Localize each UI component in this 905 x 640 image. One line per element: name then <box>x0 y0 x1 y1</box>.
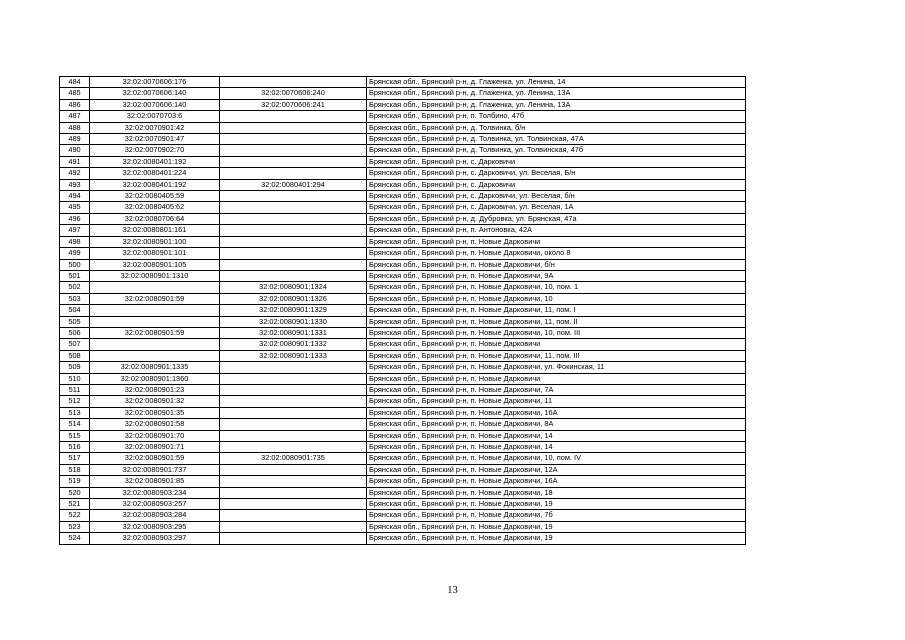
row-number-cell: 487 <box>60 111 90 122</box>
row-number-cell: 497 <box>60 225 90 236</box>
address-cell: Брянская обл., Брянский р-н, п. Новые Дарковичи, 12А <box>367 464 746 475</box>
row-number-cell: 524 <box>60 533 90 544</box>
row-number-cell: 499 <box>60 248 90 259</box>
table-row <box>60 236 746 247</box>
table-row <box>60 339 746 350</box>
object-number-cell <box>220 225 367 236</box>
address-cell: Брянская обл., Брянский р-н, п. Новые Дарковичи, б/н <box>367 259 746 270</box>
table-row <box>60 464 746 475</box>
row-number-cell: 498 <box>60 236 90 247</box>
table-row <box>60 77 746 88</box>
table-row <box>60 396 746 407</box>
address-cell: Брянская обл., Брянский р-н, п. Новые Дарковичи, около 8 <box>367 248 746 259</box>
cadastral-number-cell: 32:02:0080901:1360 <box>90 373 220 384</box>
land-register-table <box>59 76 746 545</box>
table-row <box>60 202 746 213</box>
table-row <box>60 168 746 179</box>
row-number-cell: 488 <box>60 122 90 133</box>
row-number-cell: 485 <box>60 88 90 99</box>
address-cell: Брянская обл., Брянский р-н, с. Дарковичи, ул. Веселая, б/н <box>367 191 746 202</box>
page-number: 13 <box>447 585 458 596</box>
object-number-cell <box>220 156 367 167</box>
object-number-cell: 32:02:0080901:1324 <box>220 282 367 293</box>
address-cell: Брянская обл., Брянский р-н, п. Новые Дарковичи, 11, пом. II <box>367 316 746 327</box>
row-number-cell: 510 <box>60 373 90 384</box>
object-number-cell: 32:02:0070606:241 <box>220 99 367 110</box>
cadastral-number-cell: 32:02:0080901:737 <box>90 464 220 475</box>
object-number-cell: 32:02:0080901:1329 <box>220 305 367 316</box>
object-number-cell <box>220 407 367 418</box>
address-cell: Брянская обл., Брянский р-н, п. Новые Дарковичи, 11, пом. I <box>367 305 746 316</box>
object-number-cell <box>220 476 367 487</box>
row-number-cell: 523 <box>60 521 90 532</box>
table-row <box>60 111 746 122</box>
object-number-cell <box>220 270 367 281</box>
row-number-cell: 494 <box>60 191 90 202</box>
row-number-cell: 512 <box>60 396 90 407</box>
cadastral-number-cell <box>90 350 220 361</box>
table-row <box>60 270 746 281</box>
cadastral-number-cell: 32:02:0080903:297 <box>90 533 220 544</box>
cadastral-number-cell: 32:02:0080901:59 <box>90 453 220 464</box>
table-row <box>60 533 746 544</box>
address-cell: Брянская обл., Брянский р-н, п. Новые Дарковичи, 16А <box>367 476 746 487</box>
table-row <box>60 407 746 418</box>
object-number-cell <box>220 384 367 395</box>
object-number-cell <box>220 145 367 156</box>
table-row <box>60 293 746 304</box>
cadastral-number-cell: 32:02:0080405:62 <box>90 202 220 213</box>
address-cell: Брянская обл., Брянский р-н, п. Новые Дарковичи, ул. Фокинская, 11 <box>367 362 746 373</box>
address-cell: Брянская обл., Брянский р-н, д. Дубровка, ул. Брянская, 47а <box>367 213 746 224</box>
row-number-cell: 502 <box>60 282 90 293</box>
table-row <box>60 499 746 510</box>
object-number-cell: 32:02:0080401:294 <box>220 179 367 190</box>
cadastral-number-cell: 32:02:0080901:58 <box>90 419 220 430</box>
row-number-cell: 489 <box>60 134 90 145</box>
cadastral-number-cell: 32:02:0080901:1335 <box>90 362 220 373</box>
cadastral-number-cell: 32:02:0070902:70 <box>90 145 220 156</box>
cadastral-number-cell: 32:02:0080901:85 <box>90 476 220 487</box>
row-number-cell: 496 <box>60 213 90 224</box>
object-number-cell <box>220 510 367 521</box>
table-row <box>60 88 746 99</box>
cadastral-number-cell: 32:02:0080901:59 <box>90 293 220 304</box>
address-cell: Брянская обл., Брянский р-н, п. Новые Дарковичи, 10 <box>367 293 746 304</box>
cadastral-number-cell: 32:02:0080901:100 <box>90 236 220 247</box>
row-number-cell: 509 <box>60 362 90 373</box>
address-cell: Брянская обл., Брянский р-н, с. Дарковичи, ул. Веселая, 1А <box>367 202 746 213</box>
row-number-cell: 516 <box>60 442 90 453</box>
address-cell: Брянская обл., Брянский р-н, п. Новые Дарковичи <box>367 373 746 384</box>
object-number-cell <box>220 533 367 544</box>
cadastral-number-cell: 32:02:0080401:192 <box>90 179 220 190</box>
object-number-cell <box>220 168 367 179</box>
address-cell: Брянская обл., Брянский р-н, п. Новые Дарковичи <box>367 339 746 350</box>
row-number-cell: 504 <box>60 305 90 316</box>
cadastral-number-cell <box>90 282 220 293</box>
object-number-cell <box>220 396 367 407</box>
table-row <box>60 521 746 532</box>
cadastral-number-cell: 32:02:0080405:59 <box>90 191 220 202</box>
cadastral-number-cell: 32:02:0080901:23 <box>90 384 220 395</box>
table-row <box>60 156 746 167</box>
address-cell: Брянская обл., Брянский р-н, с. Дарковичи, ул. Веселая, Б/н <box>367 168 746 179</box>
table-row <box>60 134 746 145</box>
object-number-cell <box>220 259 367 270</box>
cadastral-number-cell: 32:02:0070606:140 <box>90 88 220 99</box>
address-cell: Брянская обл., Брянский р-н, д. Толвинка, ул. Толвинская, 47А <box>367 134 746 145</box>
object-number-cell <box>220 236 367 247</box>
object-number-cell <box>220 202 367 213</box>
address-cell: Брянская обл., Брянский р-н, п. Новые Дарковичи, 19 <box>367 499 746 510</box>
table-row <box>60 487 746 498</box>
object-number-cell: 32:02:0080901:1331 <box>220 327 367 338</box>
row-number-cell: 491 <box>60 156 90 167</box>
object-number-cell <box>220 487 367 498</box>
object-number-cell: 32:02:0080901:1332 <box>220 339 367 350</box>
table-row <box>60 122 746 133</box>
table-row <box>60 259 746 270</box>
cadastral-number-cell: 32:02:0080901:70 <box>90 430 220 441</box>
address-cell: Брянская обл., Брянский р-н, д. Глаженка, ул. Ленина, 13А <box>367 99 746 110</box>
address-cell: Брянская обл., Брянский р-н, п. Антоновка, 42А <box>367 225 746 236</box>
object-number-cell <box>220 111 367 122</box>
cadastral-number-cell: 32:02:0080901:32 <box>90 396 220 407</box>
cadastral-number-cell: 32:02:0080401:192 <box>90 156 220 167</box>
table-row <box>60 305 746 316</box>
object-number-cell <box>220 77 367 88</box>
row-number-cell: 518 <box>60 464 90 475</box>
cadastral-number-cell: 32:02:0070606:176 <box>90 77 220 88</box>
address-cell: Брянская обл., Брянский р-н, п. Новые Дарковичи <box>367 236 746 247</box>
address-cell: Брянская обл., Брянский р-н, п. Новые Дарковичи, 11 <box>367 396 746 407</box>
cadastral-number-cell: 32:02:0080901:105 <box>90 259 220 270</box>
table-row <box>60 442 746 453</box>
row-number-cell: 505 <box>60 316 90 327</box>
table-row <box>60 362 746 373</box>
table-row <box>60 179 746 190</box>
row-number-cell: 511 <box>60 384 90 395</box>
table-row <box>60 419 746 430</box>
cadastral-number-cell: 32:02:0080901:71 <box>90 442 220 453</box>
cadastral-number-cell <box>90 305 220 316</box>
object-number-cell <box>220 442 367 453</box>
table-row <box>60 510 746 521</box>
table-row <box>60 384 746 395</box>
cadastral-number-cell: 32:02:0070606:140 <box>90 99 220 110</box>
cadastral-number-cell: 32:02:0070703:6 <box>90 111 220 122</box>
address-cell: Брянская обл., Брянский р-н, с. Дарковичи <box>367 179 746 190</box>
address-cell: Брянская обл., Брянский р-н, д. Толвинка, ул. Толвинская, 47б <box>367 145 746 156</box>
object-number-cell <box>220 499 367 510</box>
cadastral-number-cell: 32:02:0080903:234 <box>90 487 220 498</box>
address-cell: Брянская обл., Брянский р-н, д. Глаженка, ул. Ленина, 14 <box>367 77 746 88</box>
table-row <box>60 316 746 327</box>
address-cell: Брянская обл., Брянский р-н, п. Новые Дарковичи, 14 <box>367 442 746 453</box>
table-row <box>60 453 746 464</box>
address-cell: Брянская обл., Брянский р-н, п. Новые Дарковичи, 19 <box>367 533 746 544</box>
cadastral-number-cell <box>90 316 220 327</box>
row-number-cell: 500 <box>60 259 90 270</box>
table-row <box>60 213 746 224</box>
object-number-cell: 32:02:0080901:1333 <box>220 350 367 361</box>
cadastral-number-cell: 32:02:0070901:42 <box>90 122 220 133</box>
row-number-cell: 506 <box>60 327 90 338</box>
object-number-cell <box>220 521 367 532</box>
row-number-cell: 495 <box>60 202 90 213</box>
address-cell: Брянская обл., Брянский р-н, п. Новые Дарковичи, 10, пом. III <box>367 327 746 338</box>
row-number-cell: 492 <box>60 168 90 179</box>
table-row <box>60 225 746 236</box>
table-row <box>60 145 746 156</box>
address-cell: Брянская обл., Брянский р-н, п. Новые Дарковичи, 10, пом. 1 <box>367 282 746 293</box>
table-row <box>60 373 746 384</box>
object-number-cell: 32:02:0080901:1330 <box>220 316 367 327</box>
address-cell: Брянская обл., Брянский р-н, п. Новые Дарковичи, 14 <box>367 430 746 441</box>
address-cell: Брянская обл., Брянский р-н, п. Новые Дарковичи, 16А <box>367 407 746 418</box>
cadastral-number-cell: 32:02:0080901:101 <box>90 248 220 259</box>
table-row <box>60 476 746 487</box>
address-cell: Брянская обл., Брянский р-н, д. Глаженка, ул. Ленина, 13А <box>367 88 746 99</box>
row-number-cell: 486 <box>60 99 90 110</box>
object-number-cell <box>220 373 367 384</box>
table-row <box>60 191 746 202</box>
row-number-cell: 517 <box>60 453 90 464</box>
address-cell: Брянская обл., Брянский р-н, п. Толбино, 47б <box>367 111 746 122</box>
cadastral-number-cell: 32:02:0080903:257 <box>90 499 220 510</box>
cadastral-number-cell: 32:02:0080903:284 <box>90 510 220 521</box>
object-number-cell <box>220 419 367 430</box>
cadastral-number-cell: 32:02:0080901:59 <box>90 327 220 338</box>
object-number-cell <box>220 430 367 441</box>
cadastral-number-cell: 32:02:0080706:64 <box>90 213 220 224</box>
cadastral-number-cell <box>90 339 220 350</box>
table-row <box>60 327 746 338</box>
table-body <box>60 77 746 545</box>
address-cell: Брянская обл., Брянский р-н, п. Новые Дарковичи, 11, пом. III <box>367 350 746 361</box>
row-number-cell: 521 <box>60 499 90 510</box>
row-number-cell: 490 <box>60 145 90 156</box>
address-cell: Брянская обл., Брянский р-н, п. Новые Дарковичи, 19 <box>367 521 746 532</box>
object-number-cell <box>220 362 367 373</box>
row-number-cell: 515 <box>60 430 90 441</box>
table-row <box>60 248 746 259</box>
address-cell: Брянская обл., Брянский р-н, п. Новые Дарковичи, 18 <box>367 487 746 498</box>
cadastral-number-cell: 32:02:0080903:295 <box>90 521 220 532</box>
object-number-cell <box>220 191 367 202</box>
object-number-cell <box>220 134 367 145</box>
address-cell: Брянская обл., Брянский р-н, п. Новые Дарковичи, 7А <box>367 384 746 395</box>
row-number-cell: 493 <box>60 179 90 190</box>
row-number-cell: 508 <box>60 350 90 361</box>
row-number-cell: 503 <box>60 293 90 304</box>
table-row <box>60 99 746 110</box>
cadastral-number-cell: 32:02:0080401:224 <box>90 168 220 179</box>
address-cell: Брянская обл., Брянский р-н, д. Толвинка, б/н <box>367 122 746 133</box>
row-number-cell: 513 <box>60 407 90 418</box>
address-cell: Брянская обл., Брянский р-н, с. Дарковичи <box>367 156 746 167</box>
address-cell: Брянская обл., Брянский р-н, п. Новые Дарковичи, 7б <box>367 510 746 521</box>
object-number-cell <box>220 464 367 475</box>
address-cell: Брянская обл., Брянский р-н, п. Новые Дарковичи, 8А <box>367 419 746 430</box>
cadastral-number-cell: 32:02:0080801:161 <box>90 225 220 236</box>
table-row <box>60 350 746 361</box>
cadastral-number-cell: 32:02:0080901:1310 <box>90 270 220 281</box>
object-number-cell <box>220 248 367 259</box>
row-number-cell: 484 <box>60 77 90 88</box>
cadastral-number-cell: 32:02:0080901:35 <box>90 407 220 418</box>
object-number-cell: 32:02:0080901:735 <box>220 453 367 464</box>
address-cell: Брянская обл., Брянский р-н, п. Новые Дарковичи, 10, пом. IV <box>367 453 746 464</box>
row-number-cell: 507 <box>60 339 90 350</box>
object-number-cell <box>220 213 367 224</box>
object-number-cell <box>220 122 367 133</box>
row-number-cell: 519 <box>60 476 90 487</box>
table-row <box>60 430 746 441</box>
row-number-cell: 520 <box>60 487 90 498</box>
row-number-cell: 522 <box>60 510 90 521</box>
row-number-cell: 501 <box>60 270 90 281</box>
table-row <box>60 282 746 293</box>
object-number-cell: 32:02:0070606:240 <box>220 88 367 99</box>
row-number-cell: 514 <box>60 419 90 430</box>
object-number-cell: 32:02:0080901:1326 <box>220 293 367 304</box>
cadastral-number-cell: 32:02:0070901:47 <box>90 134 220 145</box>
address-cell: Брянская обл., Брянский р-н, п. Новые Дарковичи, 9А <box>367 270 746 281</box>
